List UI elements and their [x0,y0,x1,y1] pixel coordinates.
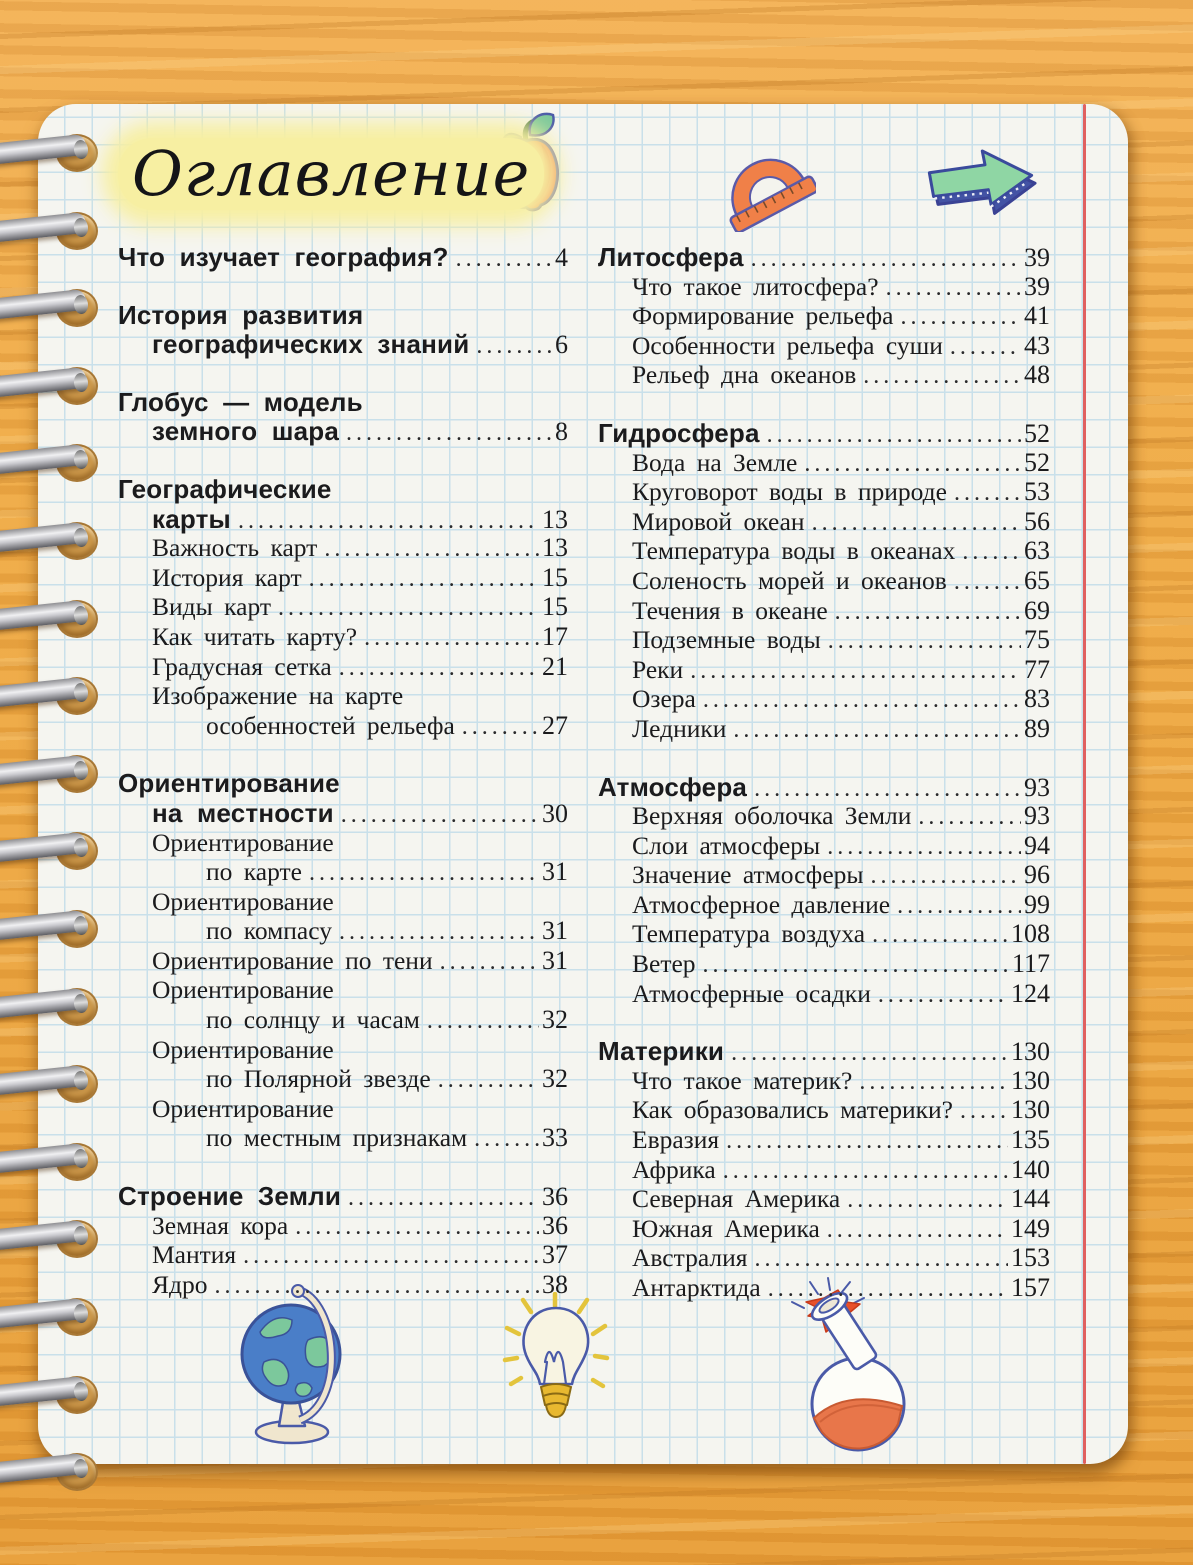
toc-entry-line [118,1240,568,1270]
toc-entry-text: Атмосферное давление [632,889,891,919]
page-number: 41 [1024,301,1050,331]
toc-entry-text: географических знаний [152,329,470,360]
dot-leader [726,1128,1008,1155]
toc-entry-line [598,507,1050,537]
dot-leader [440,949,539,976]
toc-entry-line [598,331,1050,361]
dot-leader [348,1185,539,1212]
toc-entry-line [598,949,1050,979]
page-number: 94 [1024,830,1050,860]
toc-entry-text: Африка [632,1154,716,1184]
page-number: 56 [1024,506,1050,536]
page-number: 108 [1011,919,1050,949]
toc-heading-line [598,242,1050,272]
page-number: 117 [1011,949,1050,979]
toc-entry-line [118,828,568,858]
page-number: 13 [542,533,568,563]
page-number: 37 [542,1240,568,1270]
toc-section-gap [118,359,568,387]
toc-heading-line [118,504,568,534]
dot-leader [886,275,1021,302]
page-number: 93 [1024,801,1050,831]
toc-heading-line [118,416,568,446]
toc-entry-text: по местным признакам [206,1123,468,1153]
toc-entry-text: Атмосферные осадки [632,978,871,1008]
toc-entry-text: по карте [206,857,302,887]
dot-leader [751,246,1021,273]
toc-entry-line [118,1211,568,1241]
dot-leader [295,1214,539,1241]
page-number: 157 [1011,1273,1050,1302]
toc-entry-line [598,1273,1050,1303]
toc-entry-text: Мантия [152,1240,237,1270]
toc-section-gap [598,390,1050,418]
dot-leader [962,539,1021,566]
dot-leader [954,569,1021,596]
page-number: 130 [1011,1095,1050,1125]
toc-entry-text: Ориентирование [152,1093,334,1123]
spiral-ring [0,1135,116,1183]
toc-entry-text: Что такое литосфера? [632,271,879,301]
dot-leader [690,658,1021,685]
toc-entry-line [598,272,1050,302]
toc-entry-text: Ориентирование [118,768,340,799]
toc-entry-line [598,596,1050,626]
toc-entry-line [118,1035,568,1065]
page-number: 33 [542,1123,568,1153]
page-number: 36 [542,1210,568,1240]
dot-leader [733,717,1021,744]
toc-entry-text: Ориентирование по тени [152,945,433,975]
toc-entry-text: по компасу [206,916,332,946]
toc-entry-line [598,536,1050,566]
dot-leader [754,1246,1008,1273]
dot-leader [438,1067,539,1094]
toc-entry-line [598,801,1050,831]
dot-leader [309,860,539,887]
toc-entry-line [598,979,1050,1009]
toc-entry-line [598,860,1050,890]
toc-entry-line [598,1095,1050,1125]
toc-entry-text: Озера [632,684,696,714]
page-number: 4 [555,243,568,272]
toc-entry-line [118,1064,568,1094]
toc-section-gap [598,1008,1050,1036]
dot-leader [278,595,539,622]
toc-entry-line [118,916,568,946]
page-number: 6 [555,330,568,360]
page-number: 39 [1024,243,1050,272]
spiral-ring [0,126,116,174]
toc-entry-line [118,711,568,741]
toc-entry-text: по солнцу и часам [206,1005,420,1035]
toc-entry-text: Особенности рельефа суши [632,330,943,360]
toc-entry-text: Соленость морей и океанов [632,565,947,595]
toc-entry-line [598,890,1050,920]
page-number: 52 [1024,447,1050,477]
spiral-ring [0,747,116,795]
toc-entry-line [118,1123,568,1153]
toc-entry-text: Как образовались материки? [632,1095,953,1125]
toc-column-right [598,242,1050,1303]
page-number: 69 [1024,595,1050,625]
toc-entry-line [598,625,1050,655]
spiral-ring [0,514,116,562]
toc-entry-text: История развития [118,299,364,330]
dot-leader [827,1217,1008,1244]
dot-leader [872,922,1008,949]
toc-entry-line [598,714,1050,744]
spiral-ring [0,359,116,407]
page-number: 15 [542,592,568,622]
page-number: 21 [542,651,568,681]
dot-leader [859,1069,1008,1096]
toc-heading-line [598,1036,1050,1066]
toc-entry-text: особенностей рельефа [206,710,455,740]
toc-entry-text: Как читать карту? [152,621,358,651]
page-number: 89 [1024,713,1050,743]
toc-entry-line [598,831,1050,861]
dot-leader [767,422,1021,449]
toc-entry-line [598,1066,1050,1096]
toc-entry-line [118,1005,568,1035]
page-number: 75 [1024,625,1050,655]
page-number: 130 [1011,1037,1050,1067]
toc-entry-line [598,1125,1050,1155]
toc-entry-line [118,592,568,622]
toc-entry-line [598,1214,1050,1244]
toc-entry-text: Вода на Земле [632,447,798,477]
toc-entry-line [118,1094,568,1124]
red-margin-line [1083,104,1086,1464]
toc-entry-text: Ориентирование [152,886,334,916]
page-number: 38 [542,1269,568,1299]
toc-entry-text: на местности [152,797,334,828]
page-number: 52 [1024,418,1050,448]
page-number: 77 [1024,654,1050,684]
page-number: 39 [1024,271,1050,301]
toc-entry-line [118,563,568,593]
dot-leader [768,1276,1008,1303]
dot-leader [812,510,1021,537]
toc-section-gap [118,446,568,474]
page-number: 93 [1024,772,1050,802]
toc-entry-text: Формирование рельефа [632,301,894,331]
toc-entry-line [598,1184,1050,1214]
toc-entry-text: Строение Земли [118,1181,342,1212]
dot-leader [703,687,1021,714]
dot-leader [900,304,1021,331]
page-number: 96 [1024,860,1050,890]
spiral-ring [0,902,116,950]
toc-entry-line [118,975,568,1005]
toc-entry-text: Мировой океан [632,506,805,536]
dot-leader [427,1008,539,1035]
toc-entry-line [598,448,1050,478]
toc-entry-text: Южная Америка [632,1213,820,1243]
dot-leader [950,334,1021,361]
page-number: 32 [542,1064,568,1094]
spiral-ring [0,281,116,329]
dot-leader [828,628,1021,655]
toc-entry-line [598,655,1050,685]
dot-leader [878,982,1008,1009]
toc-entry-text: Северная Америка [632,1184,841,1214]
dot-leader [960,1098,1008,1125]
page-number: 8 [555,417,568,447]
spiral-ring [0,436,116,484]
toc-entry-line [598,301,1050,331]
dot-leader [474,1126,539,1153]
toc-entry-line [118,887,568,917]
toc-entry-line [118,946,568,976]
page-number: 30 [542,798,568,828]
toc-entry-text: Виды карт [152,592,272,622]
toc-entry-text: карты [152,503,231,534]
toc-entry-text: Ветер [632,949,696,979]
toc-entry-text: Ледники [632,713,727,743]
dot-leader [456,246,552,273]
page-number: 31 [542,916,568,946]
spiral-ring [0,592,116,640]
toc-entry-text: земного шара [152,416,339,447]
toc-heading-line [118,242,568,272]
page-number: 140 [1011,1154,1050,1184]
toc-entry-text: Подземные воды [632,625,821,655]
toc-entry-text: Земная кора [152,1210,289,1240]
toc-entry-text: Значение атмосферы [632,860,864,890]
toc-heading-line [118,474,568,504]
spiral-ring [0,1445,116,1493]
dot-leader [754,776,1021,803]
spiral-ring [0,1212,116,1260]
page-number: 32 [542,1005,568,1035]
dot-leader [346,420,552,447]
dot-leader [863,363,1021,390]
dot-leader [339,919,539,946]
toc-entry-text: Ядро [152,1269,208,1299]
spiral-ring [0,669,116,717]
flask-icon [780,1276,908,1460]
toc-entry-line [598,1155,1050,1185]
toc-section-gap [118,272,568,300]
page-number: 48 [1024,360,1050,390]
page-number: 124 [1011,978,1050,1008]
dot-leader [324,536,539,563]
toc-entry-line [118,533,568,563]
toc-entry-text: Важность карт [152,533,318,563]
toc-entry-line [118,1270,568,1300]
toc-entry-text: Рельеф дна океанов [632,360,857,390]
page-number: 36 [542,1182,568,1212]
page-number: 63 [1024,536,1050,566]
toc-entry-text: Что изучает география? [118,242,449,272]
page-number: 27 [542,710,568,740]
page-number: 17 [542,621,568,651]
page-number: 43 [1024,330,1050,360]
toc-entry-text: Градусная сетка [152,651,332,681]
toc-entry-line [118,857,568,887]
dot-leader [341,802,539,829]
toc-heading-line [118,387,568,417]
page-number: 153 [1011,1243,1050,1273]
toc-entry-line [598,684,1050,714]
toc-heading-line [118,798,568,828]
toc-entry-text: Что такое материк? [632,1065,853,1095]
dot-leader [476,333,552,360]
toc-entry-text: Материки [598,1036,725,1067]
dot-leader [847,1187,1008,1214]
spiral-ring [0,1290,116,1338]
toc-entry-text: Австралия [632,1243,748,1273]
page-number: 53 [1024,477,1050,507]
toc-entry-text: Верхняя оболочка Земли [632,801,912,831]
page-number: 144 [1011,1184,1050,1214]
toc-heading-line [118,329,568,359]
dot-leader [918,804,1021,831]
dot-leader [723,1158,1008,1185]
toc-heading-line [598,418,1050,448]
page-number: 31 [542,945,568,975]
toc-entry-text: Круговорот воды в природе [632,477,947,507]
dot-leader [339,655,539,682]
toc-entry-line [118,622,568,652]
toc-entry-text: Атмосфера [598,771,748,802]
toc-entry-text: Температура воздуха [632,919,866,949]
toc-section-gap [118,1153,568,1181]
spiral-ring [0,1057,116,1105]
dot-leader [835,599,1021,626]
page-number: 65 [1024,565,1050,595]
toc-entry-text: Гидросфера [598,417,760,448]
toc-entry-text: Антарктида [632,1273,761,1302]
toc-entry-text: по Полярной звезде [206,1064,431,1094]
dot-leader [238,508,539,535]
page-number: 13 [542,504,568,534]
toc-entry-line [118,652,568,682]
toc-entry-text: Ориентирование [152,1034,334,1064]
page-number: 130 [1011,1065,1050,1095]
spiral-ring [0,980,116,1028]
protractor-icon [710,136,816,232]
page-number: 99 [1024,889,1050,919]
dot-leader [214,1273,539,1300]
toc-entry-text: Температура воды в океанах [632,536,956,566]
toc-entry-line [118,681,568,711]
toc-entry-text: Ориентирование [152,975,334,1005]
toc-section-gap [118,740,568,768]
spiral-ring [0,1368,116,1416]
dot-leader [804,451,1021,478]
toc-entry-line [598,919,1050,949]
dot-leader [243,1243,539,1270]
toc-entry-line [598,360,1050,390]
page-number: 149 [1011,1213,1050,1243]
toc-entry-text: История карт [152,562,302,592]
dot-leader [703,952,1009,979]
dot-leader [897,893,1021,920]
toc-entry-text: Географические [118,473,332,504]
arrow-right-icon [920,142,1044,226]
toc-entry-line [598,566,1050,596]
dot-leader [954,480,1021,507]
dot-leader [871,863,1021,890]
toc-heading-line [118,300,568,330]
toc-entry-text: Реки [632,654,684,684]
toc-heading-line [598,772,1050,802]
toc-entry-text: Ориентирование [152,827,334,857]
page-number: 135 [1011,1125,1050,1155]
dot-leader [731,1040,1008,1067]
toc-entry-text: Евразия [632,1125,720,1155]
toc-heading-line [118,768,568,798]
globe-icon [238,1284,352,1448]
toc-entry-text: Течения в океане [632,595,828,625]
dot-leader [462,714,539,741]
toc-entry-line [598,477,1050,507]
page-number: 15 [542,562,568,592]
page-number: 31 [542,857,568,887]
dot-leader [827,834,1021,861]
toc-section-gap [598,744,1050,772]
toc-entry-text: Глобус — модель [118,386,363,417]
spiral-ring [0,204,116,252]
light-bulb-icon [497,1292,615,1434]
spiral-ring [0,824,116,872]
toc-entry-text: Изображение на карте [152,681,404,711]
toc-entry-text: Литосфера [598,242,744,272]
toc-column-left [118,242,568,1299]
dot-leader [309,566,539,593]
toc-entry-text: Слои атмосферы [632,830,821,860]
dot-leader [364,625,539,652]
page-number: 83 [1024,684,1050,714]
toc-entry-line [598,1243,1050,1273]
page-title: Оглавление [118,138,544,210]
toc-heading-line [118,1181,568,1211]
